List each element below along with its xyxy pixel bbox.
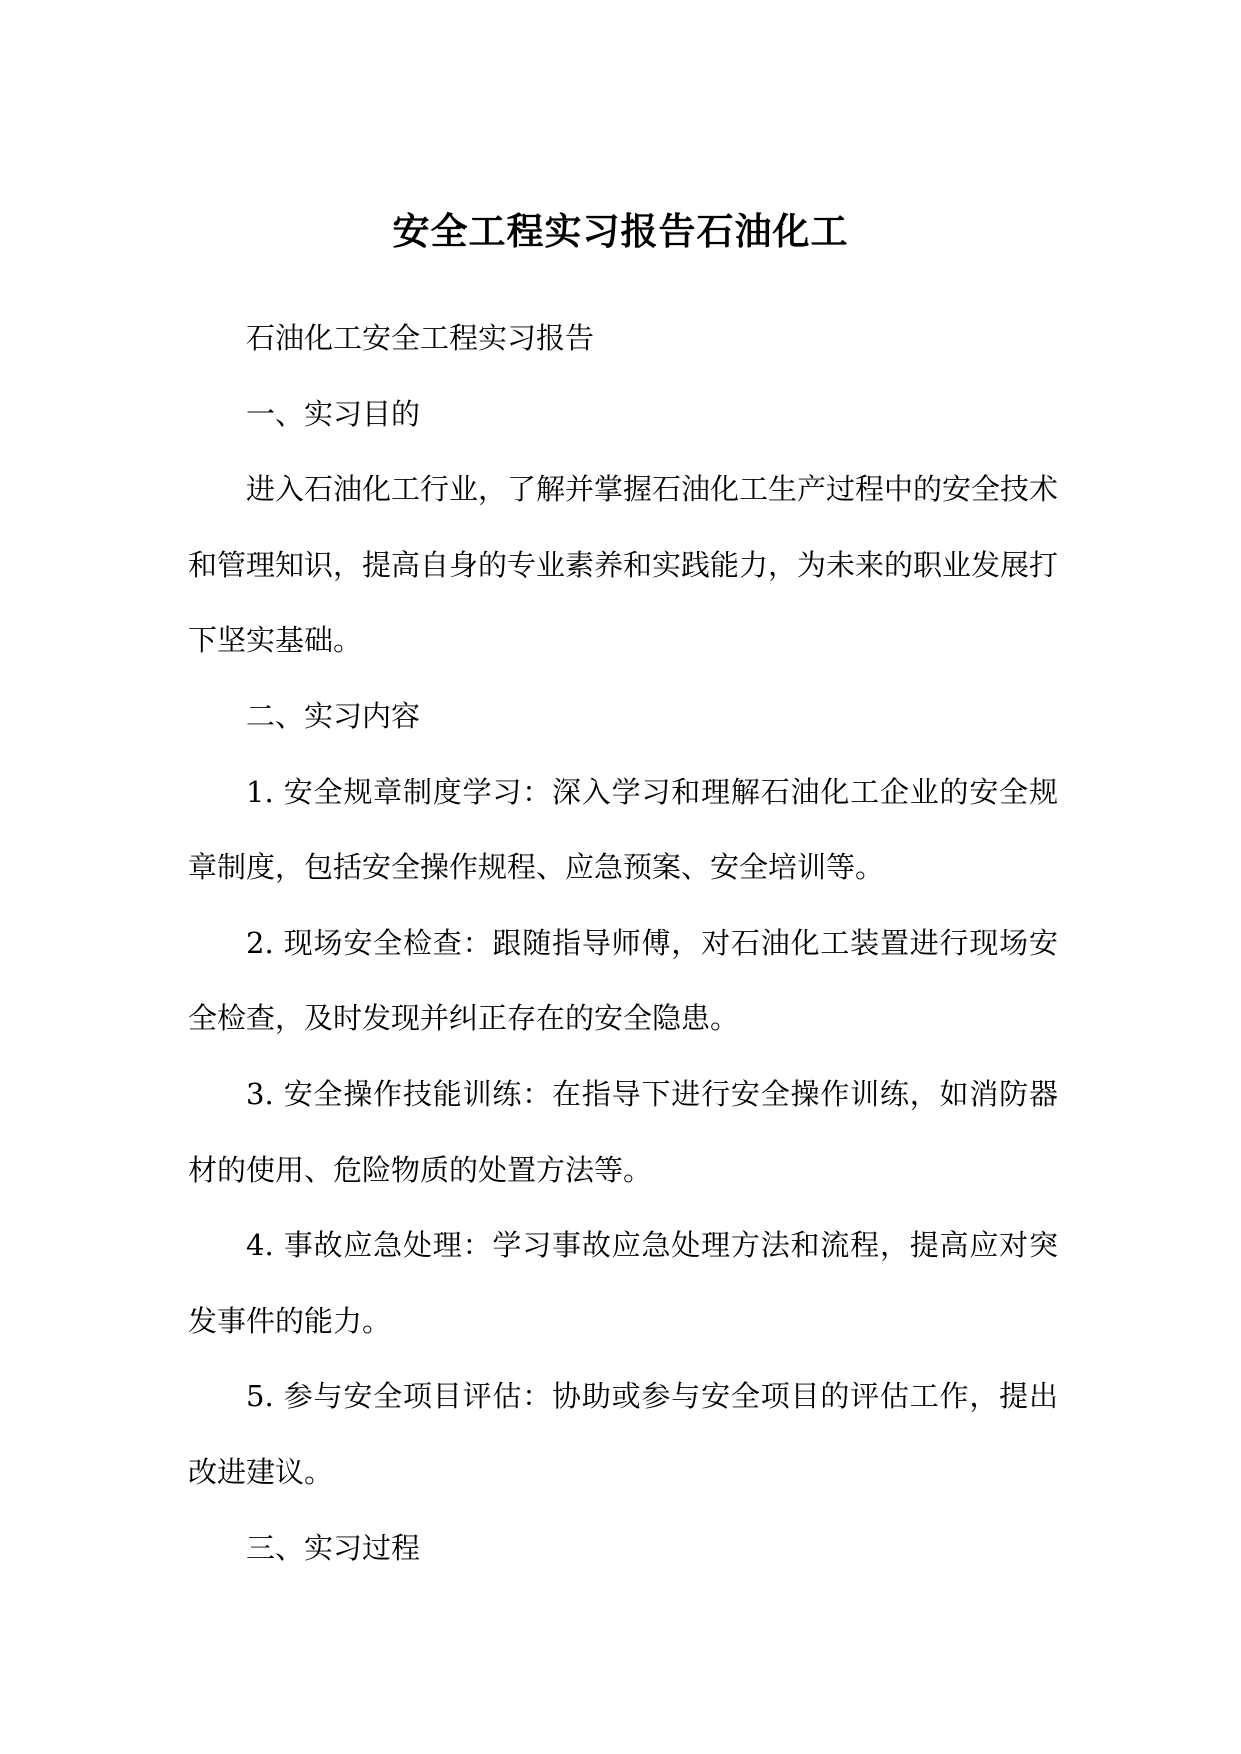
paragraph-purpose: 进入石油化工行业，了解并掌握石油化工生产过程中的安全技术和管理知识，提高自身的专业素养和实践能力，为未来的职业发展打下坚实基础。 [188, 472, 1059, 658]
list-item-site-inspection: 2. 现场安全检查：跟随指导师傅，对石油化工装置进行现场安全检查，及时发现并纠正存在的安全隐患。 [188, 925, 1058, 1036]
list-item-skills-training: 3. 安全操作技能训练：在指导下进行安全操作训练，如消防器材的使用、危险物质的处置方法等。 [188, 1076, 1058, 1187]
document-body [188, 301, 1058, 1586]
list-item-safety-rules: 1. 安全规章制度学习：深入学习和理解石油化工企业的安全规章制度，包括安全操作规程、应急预案、安全培训等。 [188, 774, 1058, 885]
list-item-emergency-handling: 4. 事故应急处理：学习事故应急处理方法和流程，提高应对突发事件的能力。 [188, 1228, 1058, 1338]
report-subtitle: 石油化工安全工程实习报告 [246, 321, 595, 355]
document-title: 安全工程实习报告石油化工 [392, 208, 849, 253]
section-heading-content: 二、实习内容 [246, 698, 421, 733]
section-heading-purpose: 一、实习目的 [246, 396, 421, 431]
list-item-project-assessment: 5. 参与安全项目评估：协助或参与安全项目的评估工作，提出改进建议。 [188, 1379, 1058, 1489]
section-heading-process: 三、实习过程 [246, 1530, 421, 1565]
